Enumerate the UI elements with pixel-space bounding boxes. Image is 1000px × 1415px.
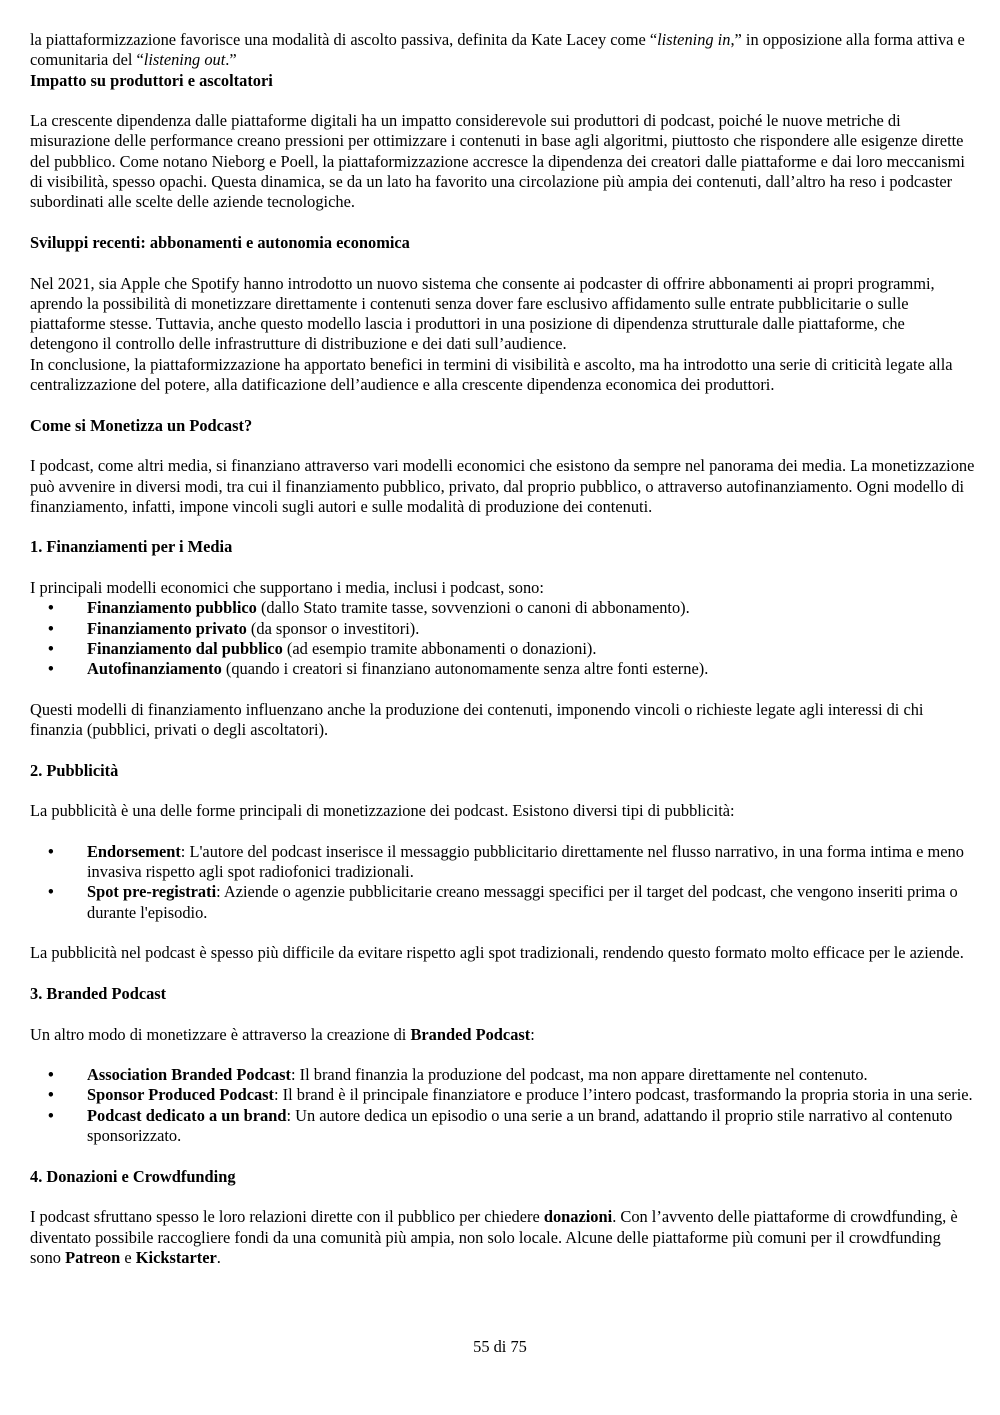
list-item-term: Finanziamento dal pubblico [87,638,283,658]
list-item-term: Association Branded Podcast [87,1065,291,1085]
pubblicita-list [30,842,975,923]
donazioni-paragraph [30,1207,975,1268]
section-heading-finanziamenti: 1. Finanziamenti per i Media [30,537,233,557]
branded-list [30,1065,975,1146]
list-item-term: Autofinanziamento [87,659,222,679]
list-item-text: : Il brand è il principale finanziatore e produce l’intero podcast, trasformando la propria storia in una serie. [274,1085,973,1105]
list-item-term: Sponsor Produced Podcast [87,1085,275,1105]
bullet-icon: • [48,598,54,618]
list-item [30,1106,975,1147]
donazioni-text: I podcast sfruttano spesso le loro relazioni dirette con il pubblico per chiedere [30,1207,544,1227]
section-heading-donazioni: 4. Donazioni e Crowdfunding [30,1166,236,1186]
list-item [30,842,975,883]
section-heading-sviluppi: Sviluppi recenti: abbonamenti e autonomia economica [30,232,410,252]
intro-text: ,” in opposizione alla forma attiva e comunitaria del “ [30,30,965,70]
list-item-term: Endorsement [87,841,181,861]
list-item-text: (dallo Stato tramite tasse, sovvenzioni o canoni di abbonamento). [256,598,690,618]
bullet-icon: • [48,1105,54,1125]
kickstarter-term: Kickstarter [135,1247,217,1267]
donazioni-text: . [216,1247,221,1267]
intro-text: .” [225,50,237,70]
bullet-icon: • [48,1085,54,1105]
patreon-term: Patreon [65,1247,121,1267]
list-item-text: : Aziende o agenzie pubblicitarie creano messaggi specifici per il target del podcast, che vengono inseriti prima o durante l'episodio. [87,882,958,922]
bullet-icon: • [48,638,54,658]
list-item-term: Finanziamento pubblico [87,598,257,618]
bullet-icon: • [48,1065,54,1085]
list-item-term: Podcast dedicato a un brand [87,1105,287,1125]
conclusione-paragraph: In conclusione, la piattaformizzazione ha apportato benefici in termini di visibilità e ascolto, ma ha introdotto una serie di criticità legate alla centralizzazione del potere, alla datificazione dell’audience e alla crescente dipendenza economica dei produttori. [30,354,953,395]
pubblicita-intro: La pubblicità è una delle forme principali di monetizzazione dei podcast. Esistono diversi tipi di pubblicità: [30,801,735,821]
section-heading-impatto: Impatto su produttori e ascoltatori [30,70,273,90]
branded-intro-text: Un altro modo di monetizzare è attraverso la creazione di [30,1024,411,1044]
intro-paragraph [30,30,975,71]
list-item [30,619,975,639]
list-item [30,639,975,659]
bullet-icon: • [48,659,54,679]
list-item-text: : Un autore dedica un episodio o una serie a un brand, adattando il proprio stile narrativo al contenuto sponsorizzato. [87,1105,953,1146]
donazioni-text: . Con l’avvento delle piattaforme di crowdfunding, è diventato possibile raccogliere fondi da una comunità più ampia, non solo locale. Alcune delle piattaforme più comuni per il crowdfunding sono [30,1207,958,1267]
section-heading-pubblicita: 2. Pubblicità [30,760,119,780]
list-item [30,1085,975,1105]
list-item [30,659,975,679]
section-heading-branded: 3. Branded Podcast [30,983,167,1003]
pubblicita-outro: La pubblicità nel podcast è spesso più difficile da evitare rispetto agli spot tradizionali, rendendo questo formato molto efficace per le aziende. [30,943,964,963]
list-item-text: : Il brand finanzia la produzione del podcast, ma non appare direttamente nel contenuto. [291,1065,868,1085]
sviluppi-paragraph: Nel 2021, sia Apple che Spotify hanno introdotto un nuovo sistema che consente ai podcaster di offrire abbonamenti ai propri programmi, aprendo la possibilità di monetizzare direttamente i contenuti senza dover fare esclusivo affidamento sulle entrate pubblicitarie o sulle piattaforme stesse. Tuttavia, anche questo modello lascia i produttori in una posizione di dipendenza strutturale dalle piattaforme, che detengono il controllo delle infrastrutture di distribuzione e dei dati sull’audience. [30,273,935,354]
list-item-text: : L'autore del podcast inserisce il messaggio pubblicitario direttamente nel flusso narrativo, in una forma intima e meno invasiva rispetto agli spot radiofonici tradizionali. [87,841,964,882]
bullet-icon: • [48,618,54,638]
list-item-text: (ad esempio tramite abbonamenti o donazioni). [282,638,597,658]
list-item-term: Spot pre-registrati [87,882,217,902]
impatto-paragraph: La crescente dipendenza dalle piattaforme digitali ha un impatto considerevole sui produttori di podcast, poiché le nuove metriche di misurazione delle performance creano pressioni per ottimizzare i contenuti in base agli algoritmi, piuttosto che rispondere alle esigenze dirette del pubblico. Come notano Nieborg e Poell, la piattaformizzazione accresce la dipendenza dei creatori dalle piattaforme e dai loro meccanismi di visibilità, spesso opachi. Questa dinamica, se da un lato ha favorito una circolazione più ampia dei contenuti, dall’altro ha reso i podcaster subordinati alle scelte delle aziende tecnologiche. [30,111,965,212]
monetizza-paragraph: I podcast, come altri media, si finanziano attraverso vari modelli economici che esistono da sempre nel panorama dei media. La monetizzazione può avvenire in diversi modi, tra cui il finanziamento pubblico, privato, dal proprio pubblico, o attraverso autofinanziamento. Ogni modello di finanziamento, infatti, impone vincoli sugli autori e sulle modalità di produzione dei contenuti. [30,456,975,516]
list-item-term: Finanziamento privato [87,618,247,638]
donazioni-term: donazioni [543,1207,613,1227]
document-page [30,30,975,1268]
bullet-icon: • [48,841,54,861]
list-item [30,882,975,923]
section-heading-monetizza: Come si Monetizza un Podcast? [30,415,253,435]
branded-intro [30,1025,975,1045]
branded-intro-text: : [530,1024,535,1044]
finanziamenti-outro: Questi modelli di finanziamento influenzano anche la produzione dei contenuti, imponendo vincoli o richieste legate agli interessi di chi finanzia (pubblici, privati o degli ascoltatori). [30,699,924,740]
branded-intro-term: Branded Podcast [410,1024,531,1044]
finanziamenti-list [30,598,975,679]
intro-text: la piattaformizzazione favorisce una modalità di ascolto passiva, definita da Kate Lacey come “ [30,30,658,49]
finanziamenti-intro: I principali modelli economici che supportano i media, inclusi i podcast, sono: [30,578,544,598]
bullet-icon: • [48,882,54,902]
list-item [30,1065,975,1085]
list-item-text: (quando i creatori si finanziano autonomamente senza altre fonti esterne). [221,659,709,679]
intro-emphasis-listening-out: listening out [143,50,226,70]
list-item-text: (da sponsor o investitori). [246,618,420,638]
donazioni-text: e [120,1247,136,1267]
page-number: 55 di 75 [473,1337,527,1356]
list-item [30,598,975,618]
intro-emphasis-listening-in: listening in [657,30,731,49]
